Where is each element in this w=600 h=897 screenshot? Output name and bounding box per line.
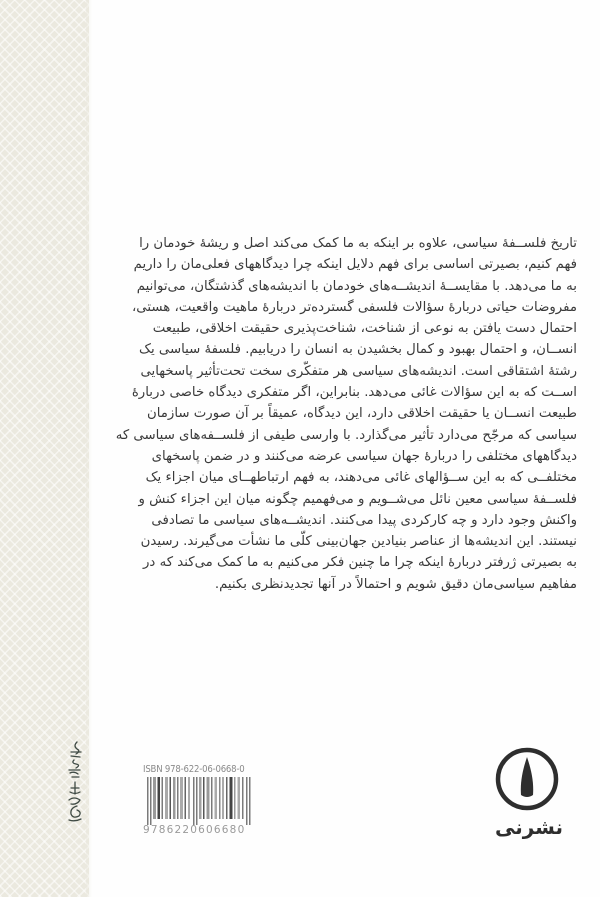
blurb-line: نیستند. این اندیشه‌ها از عناصر بنیادین جهان‌بینی کلّی ما نشأت می‌گیرند. رسیدن <box>140 534 577 550</box>
reed-leaf-in-circle-icon <box>493 745 561 813</box>
blurb-text <box>115 233 577 595</box>
blurb-line: طبیعت انســان یا حقیقت اخلاقی دارد، این دیدگاه، عمیقاً بر آن صورت سازمان <box>146 406 577 422</box>
blurb-line: رشتهٔ اشتقاقی است. اندیشه‌های سیاسی هر متفکّری سخت تحت‌تأثیر پاسخهایی <box>140 363 577 379</box>
isbn-label: ISBN 978-622-06-0668-0 <box>143 764 245 775</box>
blurb-line: مفاهیم سیاسی‌مان دقیق شویم و احتمالاً در آنها تجدیدنظری بکنیم. <box>214 576 577 592</box>
blurb-line: فلســفهٔ سیاسی معین نائل می‌شــویم و می‌فهمیم چگونه میان این اجزاء کنش و <box>138 491 577 507</box>
barcode-bars-icon <box>147 777 251 825</box>
blurb-line: احتمال دست یافتن به نوعی از شناخت، شناخت‌پذیری حقیقت اخلاقی، طبیعت <box>152 321 577 337</box>
blurb-line: مختلفــی که به این ســؤالهای غائی می‌دهند، به فهم ارتباطهــای میان اجزاء یک <box>145 470 577 486</box>
publisher-logo-block <box>490 745 576 865</box>
blurb-line: انســان، و احتمال بهبود و کمال بخشیدن به انسان را دریابیم. فلسفهٔ سیاسی یک <box>139 342 577 358</box>
blurb-line: واکنش وجود دارد و چه کارکردی پیدا می‌کنند. اندیشــه‌های سیاسی ما تصادفی <box>151 512 577 528</box>
blurb-line: مفروضات حیاتی دربارهٔ سؤالات فلسفی گسترده‌تر دربارهٔ ماهیت واقعیت، هستی، <box>131 299 577 315</box>
handwritten-inscription-icon <box>57 740 87 825</box>
blurb-line: تاریخ فلســفهٔ سیاسی، علاوه بر اینکه به ما کمک می‌کند اصل و ریشهٔ خودمان را <box>139 236 577 251</box>
ean-digits: 9786220606680 <box>143 824 246 836</box>
blurb-line: دیدگاههای مختلفی را دربارهٔ جهان سیاسی عرضه می‌کنند و در ضمن پاسخهای <box>151 448 577 464</box>
blurb-line: سیاسی که مرجّح می‌دارد تأثیر می‌گذارد. با وارسی طیفی از فلســفه‌های سیاسی که <box>115 427 577 443</box>
blurb-line: اســت که به این سؤالات غائی می‌دهد. بنابراین، اگر متفکری دیدگاه خاصی دربارهٔ <box>131 385 577 401</box>
publisher-name: نشرنی <box>494 815 564 839</box>
blurb-line: به ما می‌دهد. با مقایســهٔ اندیشــه‌های خودمان با اندیشه‌های گذشتگان، می‌توانیم <box>136 278 577 294</box>
isbn-barcode <box>143 762 253 844</box>
blurb-line: به بصیرتی ژرفتر دربارهٔ اینکه چرا ما چنین فکر می‌کنیم به ما کمک می‌کند که در <box>143 555 577 571</box>
blurb-line: فهم کنیم، بصیرتی اساسی برای فهم دلایل اینکه چرا دیدگاههای فعلی‌مان را داریم <box>133 257 577 273</box>
